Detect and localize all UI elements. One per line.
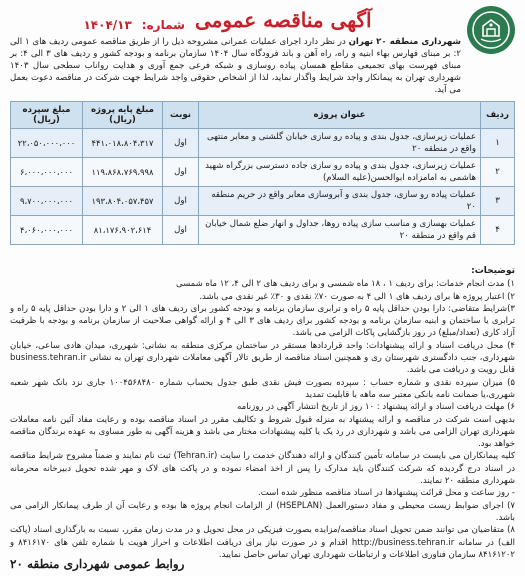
cell-deposit: ۶،۰۰۰،۰۰۰،۰۰۰	[11, 158, 83, 187]
cell-turn: اول	[163, 129, 199, 158]
cell-base-amount: ۱۱۹،۸۶۸،۷۶۹،۹۹۸	[83, 158, 163, 187]
table-row	[11, 158, 515, 187]
note-item: ۵) میزان سپرده نقدی و شماره حساب : سپرده بصورت فیش نقدی طبق جدول بحساب شماره ۱۰۰۴۵۶۸۴۸۰ جاری نزد بانک شهر شعبه شهرری،یا ضمانت نامه بانکی معتبر سه ماهه با قابلیت تمدید	[10, 377, 515, 400]
cell-turn: اول	[163, 187, 199, 216]
note-item: ۶) مهلت دریافت اسناد و ارائه پیشنهاد : ۱۰ روز از تاریخ انتشار آگهی در روزنامه	[237, 402, 515, 413]
note-item: کلیه پیمانکاران می بایست در سامانه تأمین کنندگان و ارائه دهندگان خدمت را سایت (Tehran.ir) ثبت نام نمایند و ضمناً مشروح شرایط مناقصه در اسناد درج گردیده که شرکت کنندگان باید مدارک را پس از اخذ امضاء نموده و در پاکت های لاک و مهر شده تحویل دبیرخانه محرمانه شهرداری منطقه ۲۰ نمایند.	[10, 451, 515, 487]
table-row	[11, 187, 515, 216]
header-project-title: عنوان پروژه	[199, 102, 481, 129]
note-item: ۲) اعتبار پروژه ها برای ردیف های ۱ الی ۴ به صورت ۷۰٪ نقدی و ۳۰٪ غیر نقدی می باشد.	[199, 291, 515, 302]
note-item: بدیهی است شرکت در مناقصه و ارائه پیشنهاد به منزله قبول شروط و تکالیف مقرر در اسناد مناقصه بوده و رعایت مفاد آئین نامه معاملات شهرداری تهران الزامی می باشد و شهرداری در رد یک یا کلیه پیشنهادات مختار می باشد و هزینه آگهی به طور مساوی به عهده برندگان مناقصه خواهد بود.	[10, 414, 515, 450]
table-row	[11, 216, 515, 245]
intro-text: در نظر دارد اجرای عملیات عمرانی مشروحه ذیل را از طریق مناقصه عمومی ردیف های ۱ الی ۲: بر مبنای فهارس بهاء ابنیه و راه، راه آهن و باند فرودگاه سال ۱۴۰۴ سازمان برنامه و بودجه کشور و ردیف های ۳ الی ۴: بر مبنای فهرست بهای تجمیعی مقاطع همسان پیاده روسازی و شبکه فرعی جمع آوری و هدایت رواناب سطحی سال ۱۴۰۳ شهرداری تهران به پیمانکار واجد شرایط واگذار نماید، لذا از اشخاص حقوقی واجد شرایط جهت شرکت در مناقصه دعوت بعمل می آید.	[10, 37, 462, 95]
notice-number: ۱۴۰۴/۱۳	[83, 18, 132, 32]
note-item: ۸) متقاضیان می توانند ضمن تحویل اسناد مناقصه/مزایده بصورت فیزیکی در محل تحویل و در مدت زمان مقرر، نسبت به بارگذاری اسناد (پاکت الف) در سامانه http://business.tehran.ir اقدام و در صورت نیاز برای دریافت اطلاعات و احراز هویت با شماره تلفن های ۸۴۱۶۱۷۰ و ۸۴۱۶۱۲۰۲ سازمان فناوری اطلاعات و ارتباطات شهرداری تهران تماس حاصل نمایید.	[10, 525, 516, 560]
header-turn: نوبت	[163, 102, 199, 129]
cell-turn: اول	[163, 158, 199, 187]
cell-base-amount: ۸۱،۱۷۶،۹۰۲،۶۱۴	[83, 216, 163, 245]
intro-paragraph	[10, 36, 461, 96]
header-deposit: مبلغ سپرده (ریال)	[11, 102, 83, 129]
notes-section	[10, 265, 515, 561]
municipality-logo-icon	[467, 6, 515, 54]
cell-project-title: عملیات بهسازی و مناسب سازی پیاده روها، جداول و انهار ضلع شمال خیابان قم واقع در منطقه ۲۰	[199, 216, 481, 245]
projects-table	[10, 101, 515, 245]
cell-turn: اول	[163, 216, 199, 245]
note-item: ۳)شرایط متقاضی: دارا بودن حداقل پایه ۵ راه و ترابری سازمان برنامه و بودجه کشور برای ردیف های ۱ الی ۲ و دارا بودن حداقل پایه ۵ راه و ترابری یا ساختمان و ابنیه سازمان برنامه و بودجه کشور برای ردیف های ۳ الی ۴ و ارائه گواهی صلاحیت از سازمان برنامه و بودجه با ظرفیت آزاد کاری (تعداد/مبلغ) در روز بازگشایی پاکات الزامی می باشد.	[10, 303, 515, 339]
footer	[10, 554, 515, 574]
cell-deposit: ۲۲،۰۵۰،۰۰۰،۰۰۰	[11, 129, 83, 158]
cell-project-title: عملیات زیرسازی، جدول بندی و پیاده رو سازی جاده دسترسی بزرگراه شهید هاشمی به امامزاده ابوالحسن(علیه السلام)	[199, 158, 481, 187]
header-row-number: ردیف	[481, 102, 515, 129]
header	[10, 4, 515, 96]
cell-row-number: ۲	[481, 158, 515, 187]
cell-project-title: عملیات زیرسازی، جدول بندی و پیاده رو سازی خیابان گلشنی و معابر منتهی واقع در منطقه ۲۰	[199, 129, 481, 158]
cell-deposit: ۴،۰۶۰،۰۰۰،۰۰۰	[11, 216, 83, 245]
note-item: ۷) اجرای ضوابط زیست محیطی و مفاد دستورالعمل (HSEPLAN) از الزامات انجام پروژه ها بوده و رعایت آن از طرف پیمانکار الزامی می باشد.	[10, 500, 515, 523]
note-item: - روز ساعت و محل قرائت پیشنهادها در اسناد مناقصه منظور شده است.	[258, 488, 515, 499]
notice-title: آگهی مناقصه عمومی	[194, 8, 372, 32]
cell-base-amount: ۱۹۳،۸۰۴،۰۵۷،۴۵۷	[83, 187, 163, 216]
note-item: ۴) محل دریافت اسناد و ارائه پیشنهادات: واحد قراردادها مستقر در ساختمان مرکزی منطقه به نشانی: شهرری، میدان هادی ساعی، خیابان شهرداری، جنب دادگستری شهرستان ری و همچنین اسناد مناقصه از طریق تالار آگهی معاملات شهرداری تهران به نشانی business.tehran.ir قابل رویت و دریافت می باشد.	[10, 340, 515, 376]
table-row	[11, 129, 515, 158]
cell-row-number: ۱	[481, 129, 515, 158]
notice-number-label: شماره:	[141, 18, 185, 32]
cell-row-number: ۴	[481, 216, 515, 245]
cell-project-title: عملیات پیاده رو سازی، جدول بندی و آبروسازی معابر واقع در حریم منطقه ۲۰	[199, 187, 481, 216]
note-item: ۱) مدت انجام خدمات: برای ردیف ۱ ، ۱۸ ماه شمسی و برای ردیف های ۲ الی ۴، ۱۲ ماه شمسی	[175, 279, 515, 290]
cell-deposit: ۹،۷۰۰،۰۰۰،۰۰۰	[11, 187, 83, 216]
projects-table-wrap	[10, 101, 515, 245]
notes-title: توضیحات:	[471, 266, 515, 276]
table-header-row	[11, 102, 515, 129]
cell-row-number: ۳	[481, 187, 515, 216]
title-row	[10, 4, 445, 32]
cell-base-amount: ۴۴۱،۰۱۸،۸۰۴،۳۱۷	[83, 129, 163, 158]
intro-issuer: شهرداری منطقه ۲۰ تهران	[348, 37, 461, 47]
header-base-amount: مبلغ پایه پروژه (ریال)	[83, 102, 163, 129]
public-relations-signature: روابط عمومی شهرداری منطقه ۲۰	[10, 557, 185, 571]
